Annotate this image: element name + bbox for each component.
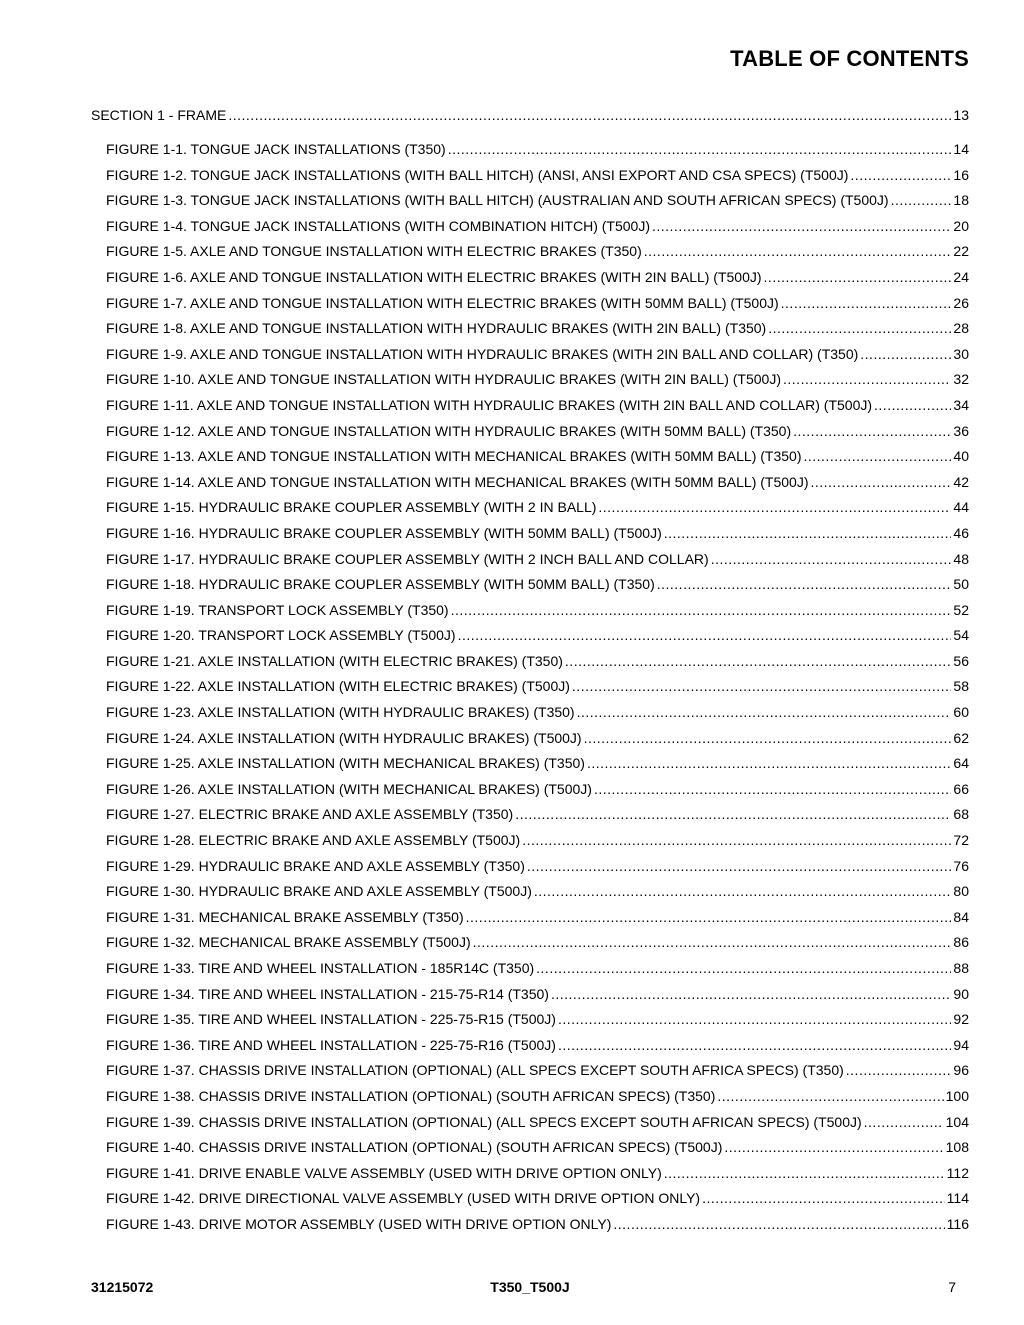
toc-entry-title: FIGURE 1-3. TONGUE JACK INSTALLATIONS (WITH BALL HITCH) (AUSTRALIAN AND SOUTH AFRICAN SPECS) (T500J) [106,192,889,209]
toc-entry-title: FIGURE 1-4. TONGUE JACK INSTALLATIONS (WITH COMBINATION HITCH) (T500J) [106,217,650,234]
toc-figure-entry[interactable] [91,703,969,729]
toc-entry-title: FIGURE 1-9. AXLE AND TONGUE INSTALLATION WITH HYDRAULIC BRAKES (WITH 2IN BALL AND COLLAR) (T350) [106,345,859,362]
model-name: T350_T500J [490,1279,570,1295]
toc-figure-entry[interactable] [91,652,969,678]
toc-entry-title: FIGURE 1-33. TIRE AND WHEEL INSTALLATION - 185R14C (T350) [106,960,535,976]
toc-entry-title: FIGURE 1-2. TONGUE JACK INSTALLATIONS (WITH BALL HITCH) (ANSI, ANSI EXPORT AND CSA SPECS) (T500J) [106,166,849,183]
dot-leader [874,396,951,414]
toc-entry-title: FIGURE 1-34. TIRE AND WHEEL INSTALLATION - 215-75-R14 (T350) [106,985,549,1002]
toc-entry-page: 108 [945,1139,969,1156]
toc-figure-entry[interactable] [91,677,969,703]
toc-entry-page: 18 [953,192,969,209]
dot-leader [515,805,951,823]
toc-entry-title: FIGURE 1-35. TIRE AND WHEEL INSTALLATION - 225-75-R15 (T500J) [106,1011,556,1028]
dot-leader [657,575,952,593]
dot-leader [473,933,952,951]
toc-entry-title: FIGURE 1-29. HYDRAULIC BRAKE AND AXLE ASSEMBLY (T350) [106,857,525,874]
toc-figure-entry[interactable] [91,1215,969,1241]
toc-entry-page: 46 [953,524,969,541]
dot-leader [558,1010,951,1028]
toc-entry-page: 42 [953,473,969,490]
toc-entry-page: 32 [953,371,969,388]
toc-entry-page: 68 [953,806,969,823]
toc-figure-entry[interactable] [91,345,969,371]
toc-figure-entry[interactable] [91,294,969,320]
dot-leader [598,498,951,516]
toc-entry-title: FIGURE 1-1. TONGUE JACK INSTALLATIONS (T350) [106,141,446,157]
dot-leader [783,370,951,388]
toc-entry-page: 66 [953,780,969,797]
dot-leader [594,780,951,798]
toc-figure-entry[interactable] [91,575,969,601]
toc-entry-page: 50 [953,576,969,593]
toc-entry-title: FIGURE 1-21. AXLE INSTALLATION (WITH ELECTRIC BRAKES) (T350) [106,652,563,669]
toc-entry-page: 80 [953,883,969,900]
dot-leader [522,831,951,849]
toc-figure-entry[interactable] [91,166,969,192]
dot-leader [451,601,952,619]
toc-figure-entry[interactable] [91,268,969,294]
dot-leader [864,1113,944,1131]
toc-entry-page: 64 [953,755,969,772]
toc-entry-page: 48 [953,550,969,567]
toc-entry-page: 20 [953,217,969,234]
dot-leader [768,319,951,337]
toc-entry-title: FIGURE 1-31. MECHANICAL BRAKE ASSEMBLY (T350) [106,908,464,925]
toc-figure-entry[interactable] [91,933,969,959]
toc-figure-entry[interactable] [91,396,969,422]
dot-leader [577,703,952,721]
dot-leader [702,1189,945,1207]
toc-entry-title: FIGURE 1-37. CHASSIS DRIVE INSTALLATION (OPTIONAL) (ALL SPECS EXCEPT SOUTH AFRICA SPECS) (T350) [106,1062,844,1079]
toc-entry-title: FIGURE 1-42. DRIVE DIRECTIONAL VALVE ASSEMBLY (USED WITH DRIVE OPTION ONLY) [106,1190,701,1207]
toc-figure-entry[interactable] [91,550,969,576]
toc-entry-title: FIGURE 1-25. AXLE INSTALLATION (WITH MECHANICAL BRAKES) (T350) [106,755,585,772]
dot-leader [803,447,951,465]
dot-leader [781,294,952,312]
toc-figure-entry[interactable] [91,1036,969,1062]
toc-entry-title: FIGURE 1-14. AXLE AND TONGUE INSTALLATION WITH MECHANICAL BRAKES (WITH 50MM BALL) (T500J) [106,473,809,490]
dot-leader [846,1061,952,1079]
toc-figure-entry[interactable] [91,857,969,883]
dot-leader [711,550,952,568]
toc-entry-title: FIGURE 1-41. DRIVE ENABLE VALVE ASSEMBLY (USED WITH DRIVE OPTION ONLY) [106,1164,662,1181]
toc-entry-title: FIGURE 1-26. AXLE INSTALLATION (WITH MECHANICAL BRAKES) (T500J) [106,780,592,797]
dot-leader [466,908,952,926]
toc-entry-page: 54 [953,627,969,644]
toc-entry-page: 36 [953,422,969,439]
toc-entry-title: FIGURE 1-40. CHASSIS DRIVE INSTALLATION (OPTIONAL) (SOUTH AFRICAN SPECS) (T500J) [106,1139,723,1156]
dot-leader [891,191,952,209]
toc-figure-entry[interactable] [91,805,969,831]
dot-leader [587,754,951,772]
page-title: TABLE OF CONTENTS [730,46,969,71]
dot-leader [664,1164,945,1182]
toc-entry-title: FIGURE 1-38. CHASSIS DRIVE INSTALLATION (OPTIONAL) (SOUTH AFRICAN SPECS) (T350) [106,1087,716,1104]
toc-entry-page: 60 [953,704,969,721]
toc-entry-page: 72 [953,832,969,849]
toc-entry-page: 14 [953,141,969,157]
toc-entry-page: 112 [946,1164,969,1181]
dot-leader [448,140,952,158]
toc-entry-page: 92 [953,1011,969,1028]
toc-entry-title: SECTION 1 - FRAME [91,107,227,123]
toc-entry-title: FIGURE 1-11. AXLE AND TONGUE INSTALLATION WITH HYDRAULIC BRAKES (WITH 2IN BALL AND COLLAR) (T500J) [106,396,873,413]
toc-entry-title: FIGURE 1-5. AXLE AND TONGUE INSTALLATION WITH ELECTRIC BRAKES (T350) [106,243,642,260]
toc-entry-title: FIGURE 1-19. TRANSPORT LOCK ASSEMBLY (T350) [106,601,449,618]
toc-entry-page: 26 [953,294,969,311]
dot-leader [810,473,951,491]
toc-entry-page: 58 [953,678,969,695]
toc-entry-page: 76 [953,857,969,874]
dot-leader [551,985,951,1003]
dot-leader [652,217,951,235]
toc-entry-page: 34 [953,396,969,413]
toc-entry-page: 56 [953,652,969,669]
dot-leader [850,166,951,184]
toc-entry-title: FIGURE 1-22. AXLE INSTALLATION (WITH ELECTRIC BRAKES) (T500J) [106,678,570,695]
toc-figure-entry[interactable] [91,908,969,934]
toc-figure-entry[interactable] [91,1138,969,1164]
toc-entry-title: FIGURE 1-30. HYDRAULIC BRAKE AND AXLE ASSEMBLY (T500J) [106,883,532,900]
toc-entry-page: 86 [953,934,969,951]
toc-figure-entry[interactable] [91,524,969,550]
toc-figure-entry[interactable] [91,626,969,652]
dot-leader [565,652,952,670]
toc-entry-page: 88 [953,960,969,976]
toc-entry-page: 52 [953,601,969,618]
toc-entry-title: FIGURE 1-6. AXLE AND TONGUE INSTALLATION WITH ELECTRIC BRAKES (WITH 2IN BALL) (T500J) [106,268,762,285]
toc-entry-page: 84 [953,908,969,925]
toc-entry-page: 13 [953,107,969,123]
dot-leader [724,1138,943,1156]
toc-entry-title: FIGURE 1-8. AXLE AND TONGUE INSTALLATION WITH HYDRAULIC BRAKES (WITH 2IN BALL) (T350) [106,320,767,337]
dot-leader [572,677,952,695]
toc-figure-entry[interactable] [91,601,969,627]
dot-leader [228,106,951,124]
toc-entry-page: 90 [953,985,969,1002]
toc-entry-title: FIGURE 1-15. HYDRAULIC BRAKE COUPLER ASSEMBLY (WITH 2 IN BALL) [106,499,597,516]
toc-figure-entry[interactable] [91,217,969,243]
table-of-contents [91,106,969,1241]
toc-entry-title: FIGURE 1-36. TIRE AND WHEEL INSTALLATION - 225-75-R16 (T500J) [106,1036,556,1053]
toc-figure-entry[interactable] [91,191,969,217]
toc-figure-entry[interactable] [91,140,969,166]
toc-entry-title: FIGURE 1-27. ELECTRIC BRAKE AND AXLE ASSEMBLY (T350) [106,806,514,823]
toc-entry-page: 114 [946,1190,969,1207]
toc-entry-page: 104 [945,1113,969,1130]
toc-entry-title: FIGURE 1-12. AXLE AND TONGUE INSTALLATION WITH HYDRAULIC BRAKES (WITH 50MM BALL) (T350) [106,422,792,439]
dot-leader [613,1215,944,1233]
page-number: 7 [948,1279,956,1295]
dot-leader [458,626,952,644]
toc-figure-entry[interactable] [91,422,969,448]
toc-entry-title: FIGURE 1-23. AXLE INSTALLATION (WITH HYDRAULIC BRAKES) (T350) [106,704,575,721]
dot-leader [860,345,951,363]
toc-figure-entry[interactable] [91,780,969,806]
document-number: 31215072 [91,1279,154,1295]
dot-leader [717,1087,943,1105]
toc-entry-title: FIGURE 1-13. AXLE AND TONGUE INSTALLATION WITH MECHANICAL BRAKES (WITH 50MM BALL) (T350) [106,448,802,465]
toc-entry-title: FIGURE 1-24. AXLE INSTALLATION (WITH HYDRAULIC BRAKES) (T500J) [106,729,582,746]
figure-list [91,140,969,1241]
toc-figure-entry[interactable] [91,1061,969,1087]
dot-leader [584,729,952,747]
toc-entry-title: FIGURE 1-32. MECHANICAL BRAKE ASSEMBLY (T500J) [106,934,471,951]
toc-figure-entry[interactable] [91,754,969,780]
toc-entry-page: 100 [945,1087,969,1104]
toc-entry-page: 44 [953,499,969,516]
toc-entry-page: 16 [953,166,969,183]
toc-entry-page: 28 [953,320,969,337]
toc-figure-entry[interactable] [91,319,969,345]
toc-entry-title: FIGURE 1-18. HYDRAULIC BRAKE COUPLER ASSEMBLY (WITH 50MM BALL) (T350) [106,576,655,593]
dot-leader [644,242,952,260]
toc-entry-page: 30 [953,345,969,362]
toc-figure-entry[interactable] [91,447,969,473]
toc-entry-title: FIGURE 1-20. TRANSPORT LOCK ASSEMBLY (T500J) [106,627,456,644]
dot-leader [534,882,952,900]
toc-entry-page: 116 [946,1215,969,1232]
dot-leader [558,1036,951,1054]
toc-entry-title: FIGURE 1-17. HYDRAULIC BRAKE COUPLER ASSEMBLY (WITH 2 INCH BALL AND COLLAR) [106,550,709,567]
toc-section-entry[interactable] [91,106,969,136]
toc-figure-entry[interactable] [91,498,969,524]
dot-leader [764,268,952,286]
dot-leader [793,422,951,440]
toc-figure-entry[interactable] [91,473,969,499]
toc-figure-entry[interactable] [91,882,969,908]
toc-figure-entry[interactable] [91,1010,969,1036]
toc-entry-page: 40 [953,448,969,465]
toc-figure-entry[interactable] [91,959,969,985]
toc-entry-page: 94 [953,1036,969,1053]
toc-entry-title: FIGURE 1-16. HYDRAULIC BRAKE COUPLER ASSEMBLY (WITH 50MM BALL) (T500J) [106,524,662,541]
toc-figure-entry[interactable] [91,1087,969,1113]
page-footer [91,1279,969,1297]
toc-figure-entry[interactable] [91,1189,969,1215]
dot-leader [664,524,952,542]
toc-entry-title: FIGURE 1-10. AXLE AND TONGUE INSTALLATION WITH HYDRAULIC BRAKES (WITH 2IN BALL) (T500J) [106,371,782,388]
toc-entry-page: 96 [953,1062,969,1079]
toc-entry-title: FIGURE 1-28. ELECTRIC BRAKE AND AXLE ASSEMBLY (T500J) [106,832,521,849]
toc-figure-entry[interactable] [91,985,969,1011]
toc-figure-entry[interactable] [91,1113,969,1139]
toc-entry-page: 62 [953,729,969,746]
toc-entry-title: FIGURE 1-39. CHASSIS DRIVE INSTALLATION (OPTIONAL) (ALL SPECS EXCEPT SOUTH AFRICAN SPECS) (T500J) [106,1113,862,1130]
toc-figure-entry[interactable] [91,831,969,857]
toc-entry-page: 22 [953,243,969,260]
toc-figure-entry[interactable] [91,242,969,268]
toc-figure-entry[interactable] [91,729,969,755]
toc-entry-title: FIGURE 1-7. AXLE AND TONGUE INSTALLATION WITH ELECTRIC BRAKES (WITH 50MM BALL) (T500J) [106,294,779,311]
dot-leader [527,857,952,875]
toc-entry-title: FIGURE 1-43. DRIVE MOTOR ASSEMBLY (USED WITH DRIVE OPTION ONLY) [106,1215,612,1232]
toc-figure-entry[interactable] [91,1164,969,1190]
toc-entry-page: 24 [953,268,969,285]
dot-leader [536,959,951,977]
toc-figure-entry[interactable] [91,370,969,396]
